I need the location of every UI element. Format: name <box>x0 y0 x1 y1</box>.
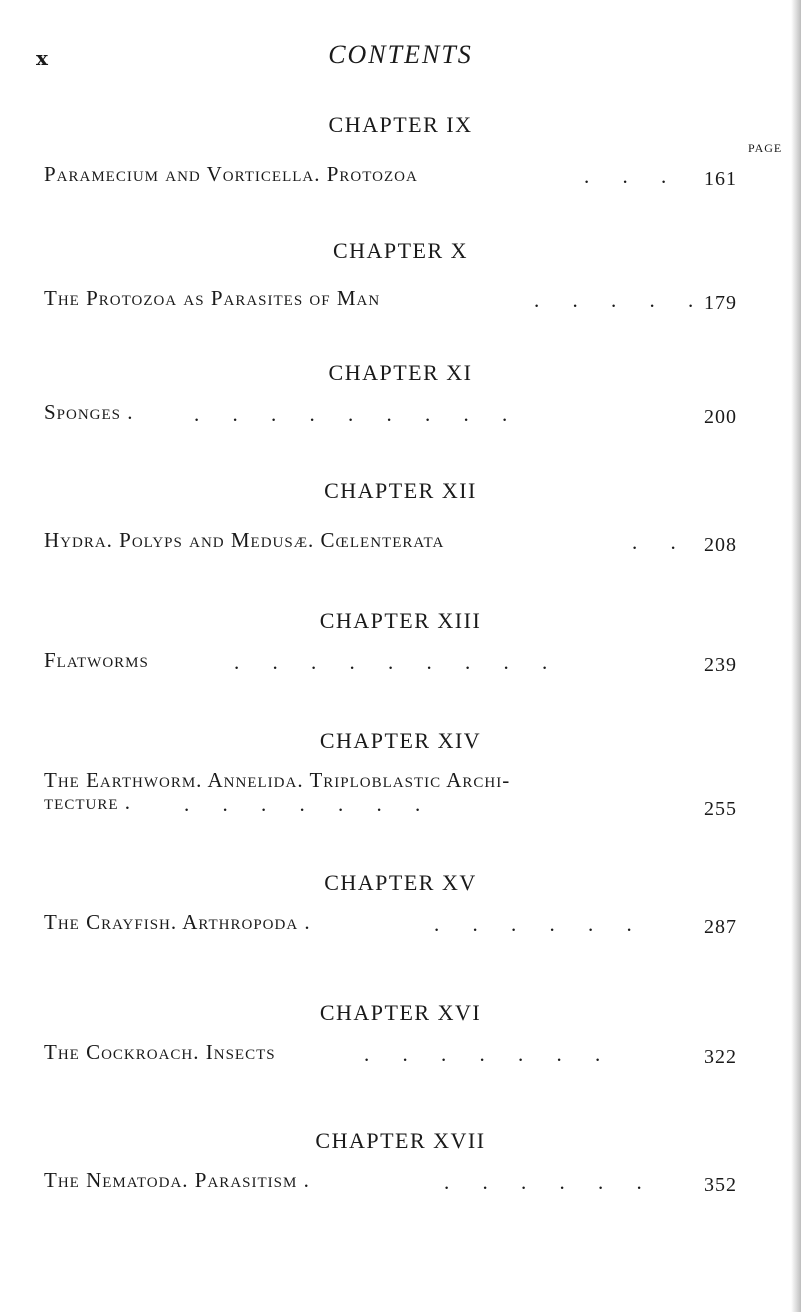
entry-page: 255 <box>704 798 737 820</box>
leader-dots: . . <box>632 530 690 554</box>
toc-entry[interactable] <box>44 162 764 196</box>
chapter-heading: CHAPTER X <box>332 238 469 263</box>
toc-entry[interactable] <box>44 286 764 320</box>
toc-entry[interactable] <box>44 400 764 434</box>
page-header <box>0 40 801 80</box>
chapter-heading: CHAPTER XI <box>328 360 473 385</box>
entry-page: 352 <box>704 1174 737 1196</box>
leader-dots: . . . . . <box>534 288 708 312</box>
entry-title: The Cockroach. Insects <box>44 1040 276 1064</box>
entry-page: 161 <box>704 168 737 190</box>
entry-page: 239 <box>704 654 737 676</box>
leader-dots: . . . . . . <box>434 912 646 936</box>
entry-page: 208 <box>704 534 737 556</box>
page-edge-shadow <box>791 0 801 1312</box>
page-number: x <box>36 46 48 70</box>
chapter-heading: CHAPTER XVII <box>315 1128 486 1153</box>
chapter-heading: CHAPTER XVI <box>319 1000 482 1025</box>
running-title: CONTENTS <box>328 40 473 69</box>
entry-title: Hydra. Polyps and Medusæ. Cœlenterata <box>44 528 445 552</box>
entry-page: 179 <box>704 292 737 314</box>
entry-title: The Crayfish. Arthropoda . <box>44 910 311 934</box>
entry-title: Sponges . <box>44 400 134 424</box>
entry-title: Paramecium and Vorticella. Protozoa <box>44 162 418 186</box>
leader-dots: . . . . . . . . . <box>234 650 562 674</box>
entry-page: 287 <box>704 916 737 938</box>
leader-dots: . . . . . . . . . <box>194 402 522 426</box>
toc-entry[interactable] <box>44 1040 764 1074</box>
entry-page: 322 <box>704 1046 737 1068</box>
chapter-heading: CHAPTER IX <box>328 112 473 137</box>
entry-title-continued: tecture . <box>44 790 131 814</box>
entry-title: The Earthworm. Annelida. Triploblastic Archi- <box>44 768 511 792</box>
entry-title: The Protozoa as Parasites of Man <box>44 286 381 310</box>
entry-title: Flatworms <box>44 648 149 672</box>
toc-entry[interactable] <box>44 528 764 562</box>
leader-dots: . . . <box>584 164 681 188</box>
page-column-label: PAGE <box>748 141 783 155</box>
toc-entry[interactable] <box>44 910 764 944</box>
leader-dots: . . . . . . . <box>184 792 435 816</box>
leader-dots: . . . . . . <box>444 1170 656 1194</box>
toc-entry[interactable] <box>44 648 764 682</box>
chapter-heading: CHAPTER XIII <box>319 608 482 633</box>
entry-page: 200 <box>704 406 737 428</box>
toc-entry[interactable] <box>44 1168 764 1202</box>
chapter-heading: CHAPTER XV <box>324 870 477 895</box>
chapter-heading: CHAPTER XIV <box>319 728 482 753</box>
entry-title: The Nematoda. Parasitism . <box>44 1168 310 1192</box>
leader-dots: . . . . . . . <box>364 1042 615 1066</box>
chapter-heading: CHAPTER XII <box>324 478 477 503</box>
toc-entry[interactable] <box>44 768 764 828</box>
